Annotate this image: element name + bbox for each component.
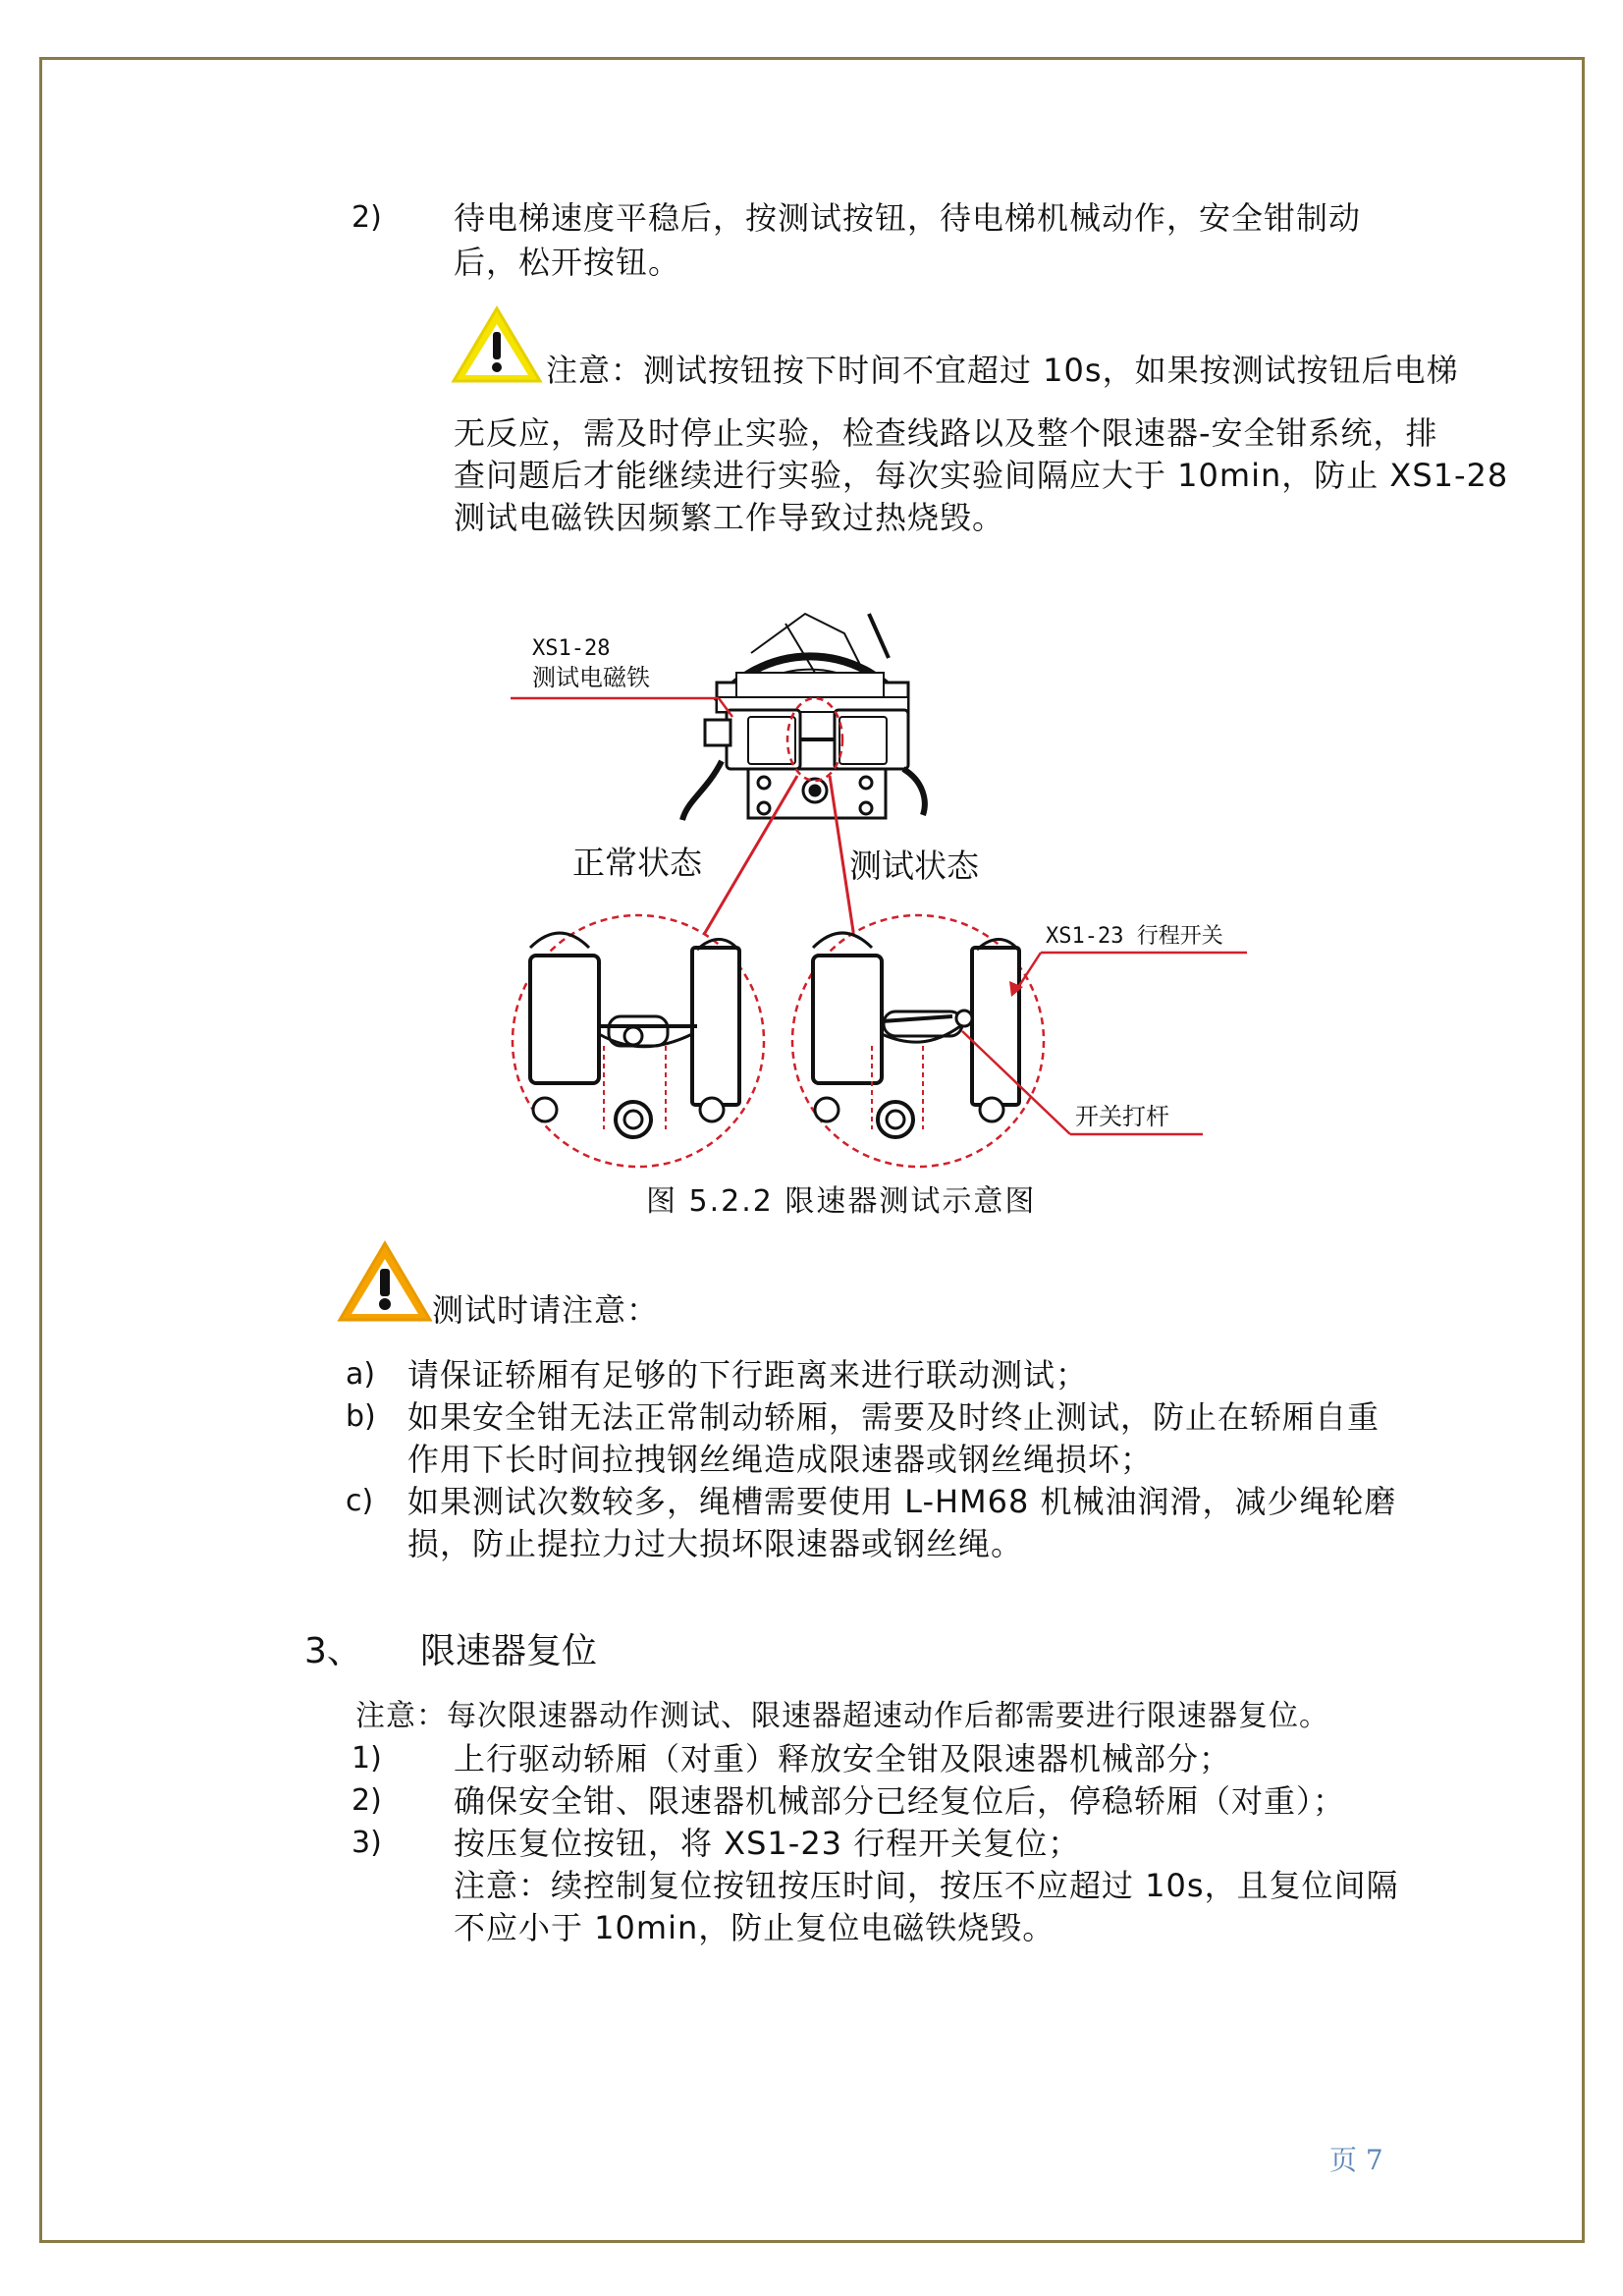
step-text: 上行驱动轿厢（对重）释放安全钳及限速器机械部分； xyxy=(454,1740,1232,1777)
label-magnet-model: XS1-28 xyxy=(532,636,611,661)
governor-test-diagram xyxy=(491,565,1267,1174)
note-line3: 查问题后才能继续进行实验，每次实验间隔应大于 10min，防止 XS1-28 xyxy=(454,457,1509,494)
section-title: 限速器复位 xyxy=(420,1631,598,1671)
reset-note-line2: 不应小于 10min，防止复位电磁铁烧毁。 xyxy=(454,1909,1055,1946)
list-item-line1: 如果安全钳无法正常制动轿厢，需要及时终止测试，防止在轿厢自重 xyxy=(407,1398,1380,1436)
step-number: 1) xyxy=(352,1741,382,1776)
note-line2: 无反应，需及时停止实验，检查线路以及整个限速器-安全钳系统，排 xyxy=(454,414,1438,452)
section-note: 注意：每次限速器动作测试、限速器超速动作后都需要进行限速器复位。 xyxy=(355,1699,1329,1733)
note-line4: 测试电磁铁因频繁工作导致过热烧毁。 xyxy=(454,499,1005,536)
step-number: 3) xyxy=(352,1826,382,1860)
test-notice-title: 测试时请注意： xyxy=(432,1291,660,1329)
test-state-detail xyxy=(792,915,1044,1167)
list-item-line1: 请保证轿厢有足够的下行距离来进行联动测试； xyxy=(407,1356,1089,1394)
list-marker: c) xyxy=(346,1484,374,1518)
warning-icon xyxy=(450,302,544,387)
page-number: 页 7 xyxy=(1329,2144,1383,2176)
label-travel-switch: XS1-23 行程开关 xyxy=(1046,924,1223,949)
warning-icon xyxy=(336,1239,434,1326)
governor-device xyxy=(682,614,925,820)
step-number: 2) xyxy=(352,1783,382,1818)
step-number: 2) xyxy=(352,200,382,235)
note-line1: 注意：测试按钮按下时间不宜超过 10s，如果按测试按钮后电梯 xyxy=(546,352,1459,389)
list-marker: b) xyxy=(346,1399,376,1434)
step-text: 按压复位按钮，将 XS1-23 行程开关复位； xyxy=(454,1825,1081,1862)
label-test-state: 测试状态 xyxy=(849,847,979,885)
label-magnet-name: 测试电磁铁 xyxy=(532,664,650,691)
step-text-line2: 后，松开按钮。 xyxy=(454,244,681,281)
step-text-line1: 待电梯速度平稳后，按测试按钮，待电梯机械动作，安全钳制动 xyxy=(454,199,1362,237)
reset-note-line1: 注意：续控制复位按钮按压时间，按压不应超过 10s，且复位间隔 xyxy=(454,1867,1399,1904)
section-number: 3、 xyxy=(304,1631,362,1671)
step-text: 确保安全钳、限速器机械部分已经复位后，停稳轿厢（对重）； xyxy=(454,1782,1346,1820)
label-normal-state: 正常状态 xyxy=(572,844,702,882)
list-item-line1: 如果测试次数较多，绳槽需要使用 L-HM68 机械油润滑，减少绳轮磨 xyxy=(407,1483,1397,1520)
label-switch-lever: 开关打杆 xyxy=(1075,1103,1169,1130)
list-marker: a) xyxy=(346,1357,376,1392)
figure-caption: 图 5.2.2 限速器测试示意图 xyxy=(646,1184,1037,1219)
list-item-line2: 损，防止提拉力过大损坏限速器或钢丝绳。 xyxy=(407,1525,1024,1562)
list-item-line2: 作用下长时间拉拽钢丝绳造成限速器或钢丝绳损坏； xyxy=(407,1441,1154,1478)
normal-state-detail xyxy=(513,915,764,1167)
